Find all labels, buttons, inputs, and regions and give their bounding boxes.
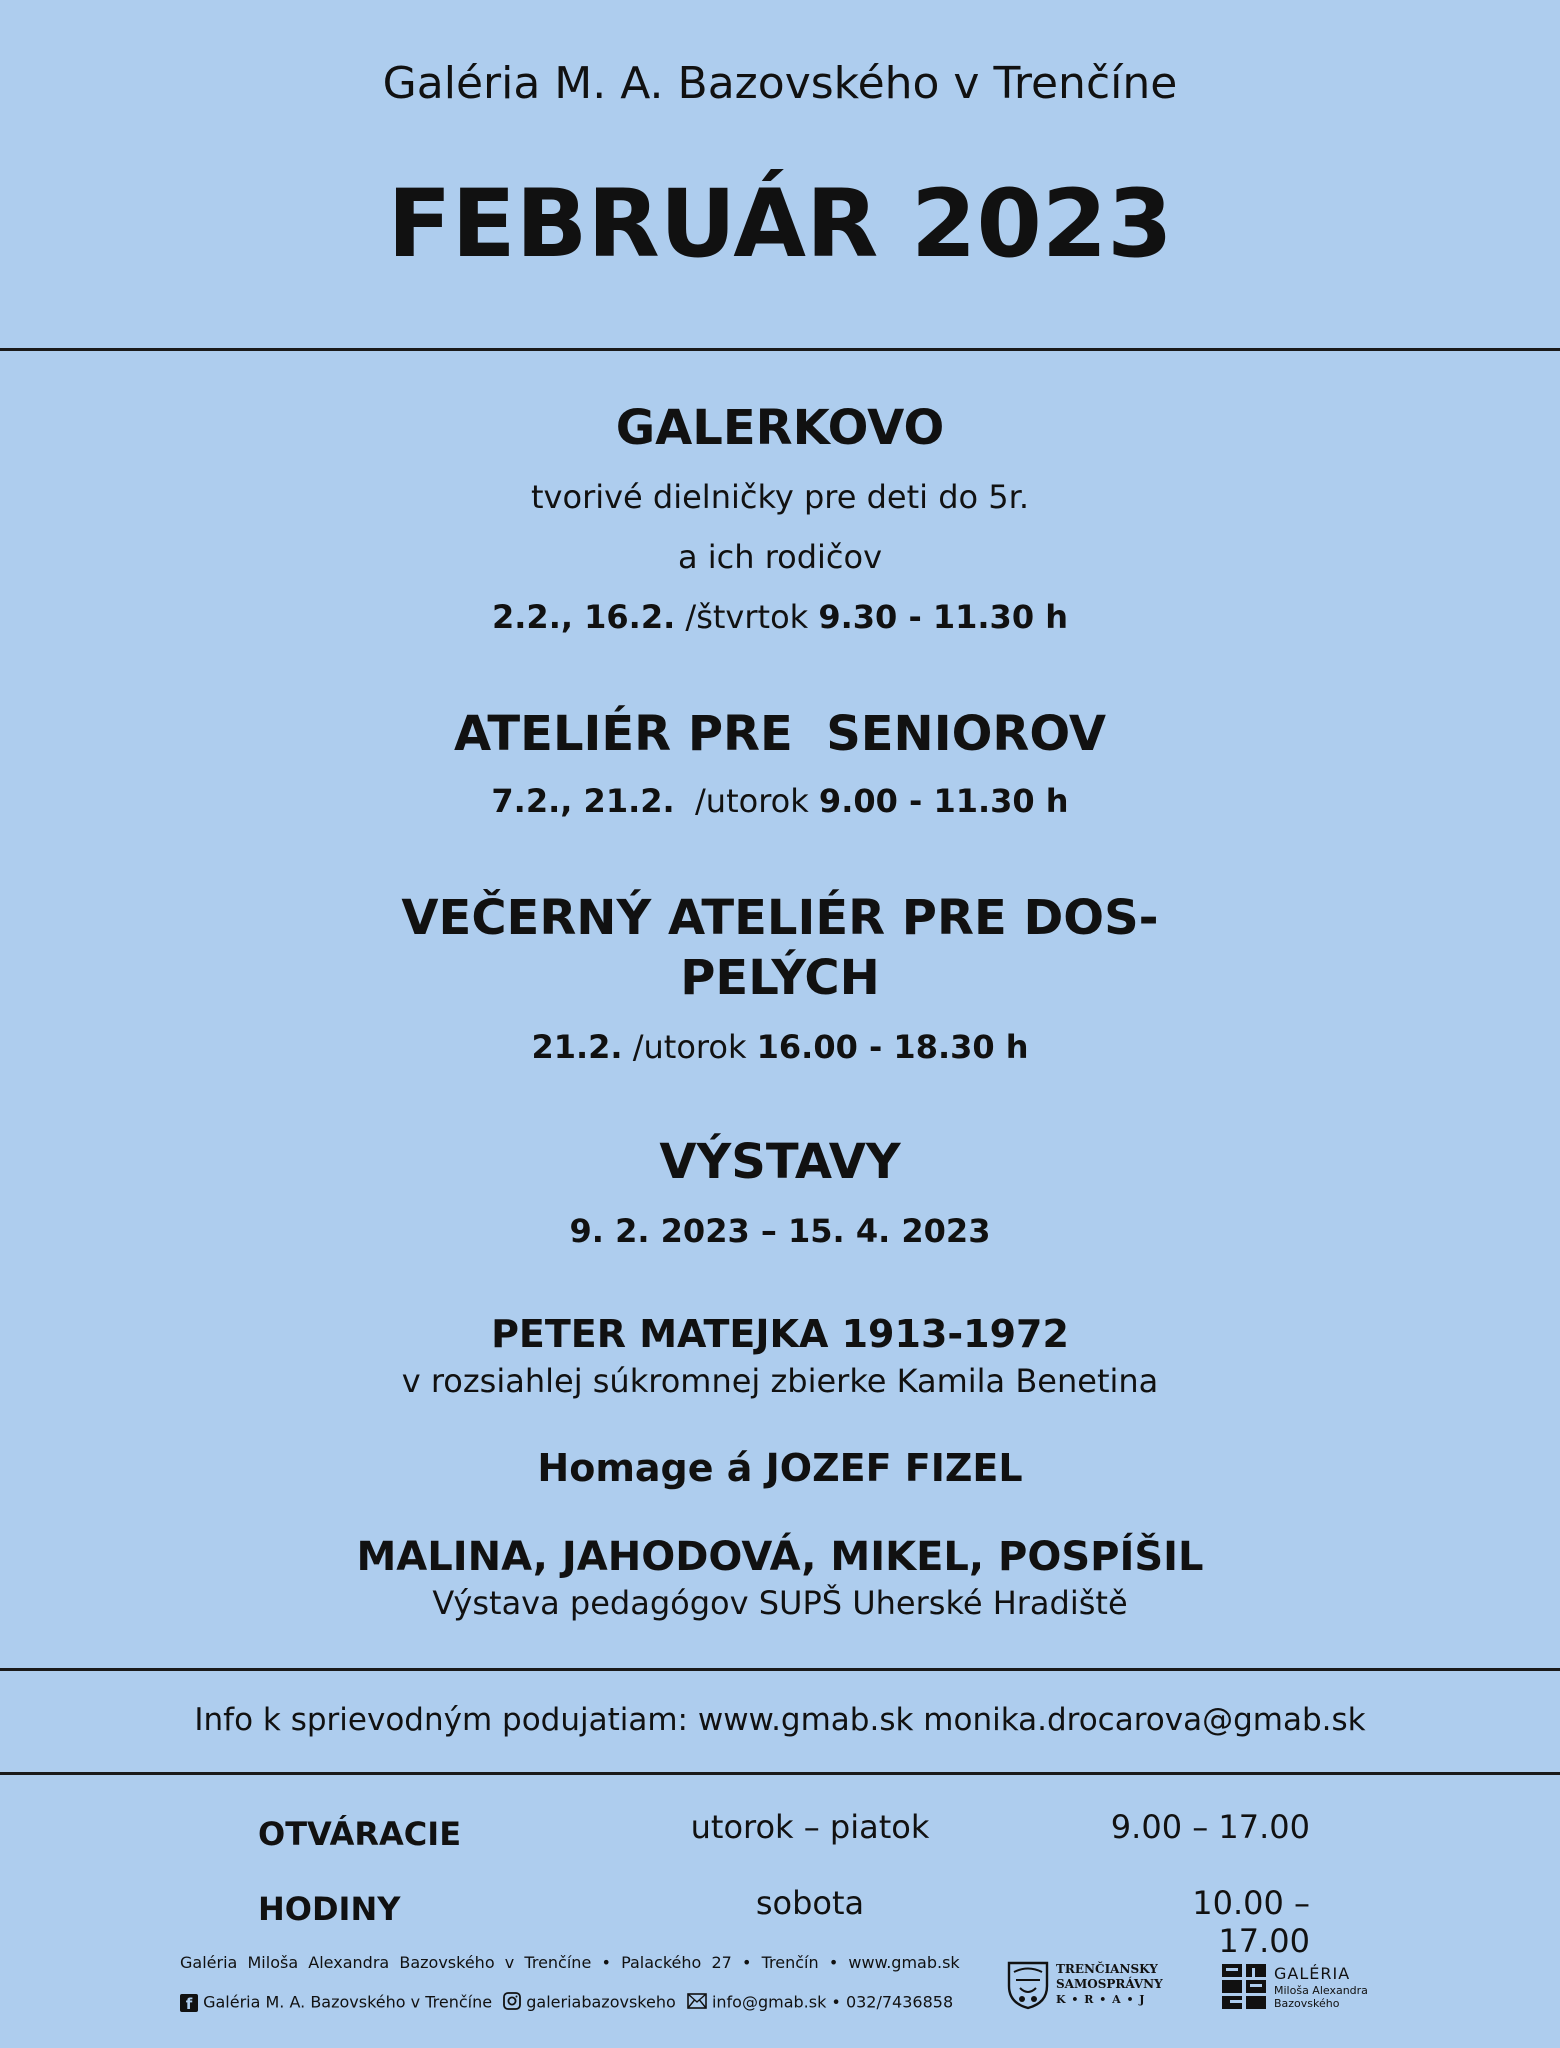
tsk-crest-icon <box>1006 1960 1050 2014</box>
top-divider <box>0 348 1560 351</box>
gmab-line-1: GALÉRIA <box>1274 1964 1351 1983</box>
gmab-logo <box>1222 1964 1392 2014</box>
seniors-day: /utorok <box>674 782 819 820</box>
footer-address: Galéria Miloša Alexandra Bazovského v Trenčíne • Palackého 27 • Trenčín • www.gmab.sk <box>180 1953 960 1972</box>
exhibition-1-title: PETER MATEJKA 1913-1972 <box>491 1312 1069 1356</box>
seniors-time: 9.00 - 11.30 h <box>818 782 1069 820</box>
exhibitions-title: VÝSTAVY <box>659 1134 901 1190</box>
info-divider-bottom <box>0 1772 1560 1775</box>
evening-schedule <box>0 1028 1560 1066</box>
footer-email-phone[interactable]: info@gmab.sk • 032/7436858 <box>711 1992 954 2012</box>
gallery-name: Galéria M. A. Bazovského v Trenčíne <box>382 58 1178 109</box>
seniors-title: ATELIÉR PRE SENIOROV <box>453 706 1107 762</box>
info-divider-top <box>0 1668 1560 1671</box>
tsk-logo <box>1006 1960 1176 2012</box>
hours-days-saturday: sobota <box>755 1884 865 1922</box>
evening-title-2: PELÝCH <box>680 950 880 1006</box>
month-title: FEBRUÁR 2023 <box>387 170 1173 279</box>
gmab-line-2: Miloša Alexandra <box>1274 1984 1368 1997</box>
tsk-line-1: TRENČIANSKY <box>1056 1962 1158 1976</box>
email-icon[interactable] <box>687 1993 707 2013</box>
exhibition-1-subtitle: v rozsiahlej súkromnej zbierke Kamila Benetina <box>401 1362 1159 1400</box>
galerkovo-schedule <box>0 598 1560 636</box>
exhibition-2-title: Homage á JOZEF FIZEL <box>537 1446 1023 1490</box>
evening-title-1: VEČERNÝ ATELIÉR PRE DOS- <box>401 890 1159 946</box>
galerkovo-desc-1: tvorivé dielničky pre deti do 5r. <box>531 478 1029 516</box>
hours-label-2: HODINY <box>258 1890 401 1928</box>
hours-days-weekday: utorok – piatok <box>690 1808 930 1846</box>
galerkovo-day: /štvrtok <box>675 598 819 636</box>
gmab-mark-icon <box>1222 1964 1266 2014</box>
seniors-schedule <box>0 782 1560 820</box>
galerkovo-desc-2: a ich rodičov <box>677 538 883 576</box>
footer-facebook[interactable]: Galéria M. A. Bazovského v Trenčíne <box>203 1992 493 2012</box>
tsk-line-2: SAMOSPRÁVNY <box>1056 1977 1163 1991</box>
instagram-icon[interactable] <box>503 1992 521 2014</box>
exhibition-3-subtitle: Výstava pedagógov SUPŠ Uherské Hradiště <box>432 1584 1128 1622</box>
footer-instagram[interactable]: galeriabazovskeho <box>526 1992 676 2012</box>
galerkovo-time: 9.30 - 11.30 h <box>818 598 1068 636</box>
tsk-line-3: K • R • A • J <box>1056 1993 1146 2006</box>
gmab-line-3: Bazovského <box>1274 1997 1340 2010</box>
hours-time-weekday: 9.00 – 17.00 <box>1110 1808 1310 1846</box>
info-line: Info k sprievodným podujatiam: www.gmab.sk monika.drocarova@gmab.sk <box>194 1702 1366 1738</box>
evening-dates: 21.2. <box>531 1028 623 1066</box>
hours-time-saturday: 10.00 – 17.00 <box>1192 1884 1310 1960</box>
exhibitions-range: 9. 2. 2023 – 15. 4. 2023 <box>569 1212 991 1250</box>
footer-contacts <box>180 1992 953 2014</box>
evening-time: 16.00 - 18.30 h <box>756 1028 1029 1066</box>
facebook-icon[interactable]: f <box>180 1994 198 2012</box>
evening-day: /utorok <box>622 1028 757 1066</box>
exhibition-3-title: MALINA, JAHODOVÁ, MIKEL, POSPÍŠIL <box>356 1534 1204 1580</box>
galerkovo-dates: 2.2., 16.2. <box>492 598 676 636</box>
seniors-dates: 7.2., 21.2. <box>491 782 675 820</box>
hours-label-1: OTVÁRACIE <box>258 1815 462 1853</box>
galerkovo-title: GALERKOVO <box>615 400 945 456</box>
